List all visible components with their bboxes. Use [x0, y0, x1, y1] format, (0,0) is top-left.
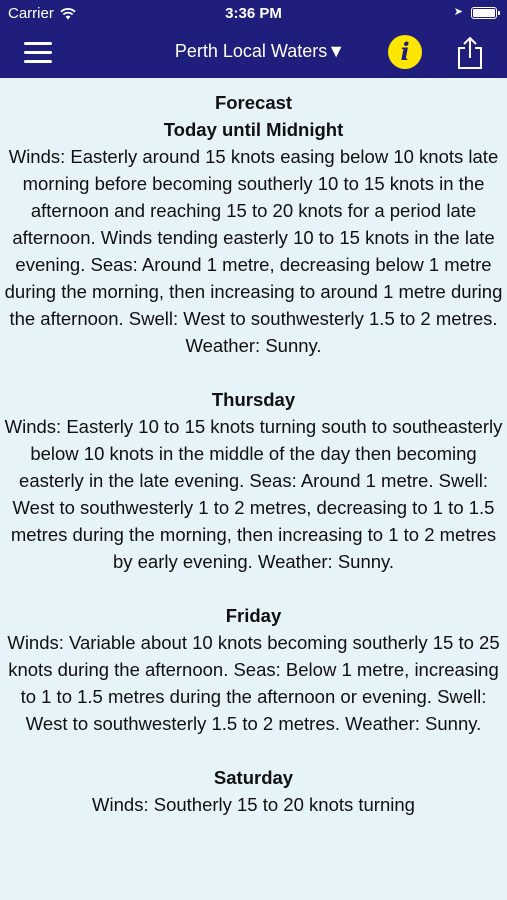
clock: 3:36 PM [225, 5, 282, 22]
section-heading: Saturday [213, 767, 294, 788]
carrier-label: Carrier [8, 5, 54, 22]
location-dropdown[interactable] [170, 41, 350, 62]
battery-icon [471, 7, 497, 19]
chevron-down-icon: ▼ [327, 41, 346, 61]
section-text: Winds: Variable about 10 knots becoming southerly 15 to 25 knots during the afternoon. Seas: Below 1 metre, increasing to 1 to 1.5 metres during the afternoon or evening. Swell: West to southwesterly 1.5 to 2 metres. Weather: Sunny. [7, 632, 500, 734]
status-bar [0, 0, 507, 28]
section-text: Winds: Easterly 10 to 15 knots turning south to southeasterly below 10 knots in the middle of the day then becoming easterly in the late evening. Seas: Around 1 metre. Swell: West to southwesterly 1 to 2 metres, decreasing to 1 to 1.5 metres during the morning, then increasing to 1 to 2 metres by early evening. Weather: Sunny. [4, 416, 503, 572]
forecast-section [0, 602, 507, 737]
page-title: Forecast [214, 92, 293, 113]
section-heading: Friday [225, 605, 282, 626]
section-text: Winds: Easterly around 15 knots easing below 10 knots late morning before becoming southerly 10 to 15 knots in the afternoon and reaching 15 to 20 knots for a period late afternoon. Winds tending easterly 10 to 15 knots in the late evening. Seas: Around 1 metre, decreasing below 1 metre during the morning, then increasing to around 1 metre during the afternoon. Swell: West to southwesterly 1.5 to 2 metres. Weather: Sunny. [4, 146, 503, 356]
navigation-bar [0, 28, 507, 78]
forecast-section [0, 386, 507, 575]
forecast-section [0, 116, 507, 359]
section-heading: Thursday [211, 389, 296, 410]
location-label: Perth Local Waters [174, 41, 328, 61]
section-heading: Today until Midnight [163, 119, 344, 140]
section-text: Winds: Southerly 15 to 20 knots turning [92, 794, 415, 815]
location-arrow-icon: ➤ [453, 6, 463, 18]
forecast-section [0, 764, 507, 818]
share-icon[interactable] [456, 36, 484, 70]
forecast-content [0, 78, 507, 900]
info-icon[interactable]: i [388, 35, 422, 69]
menu-icon[interactable] [24, 42, 52, 64]
